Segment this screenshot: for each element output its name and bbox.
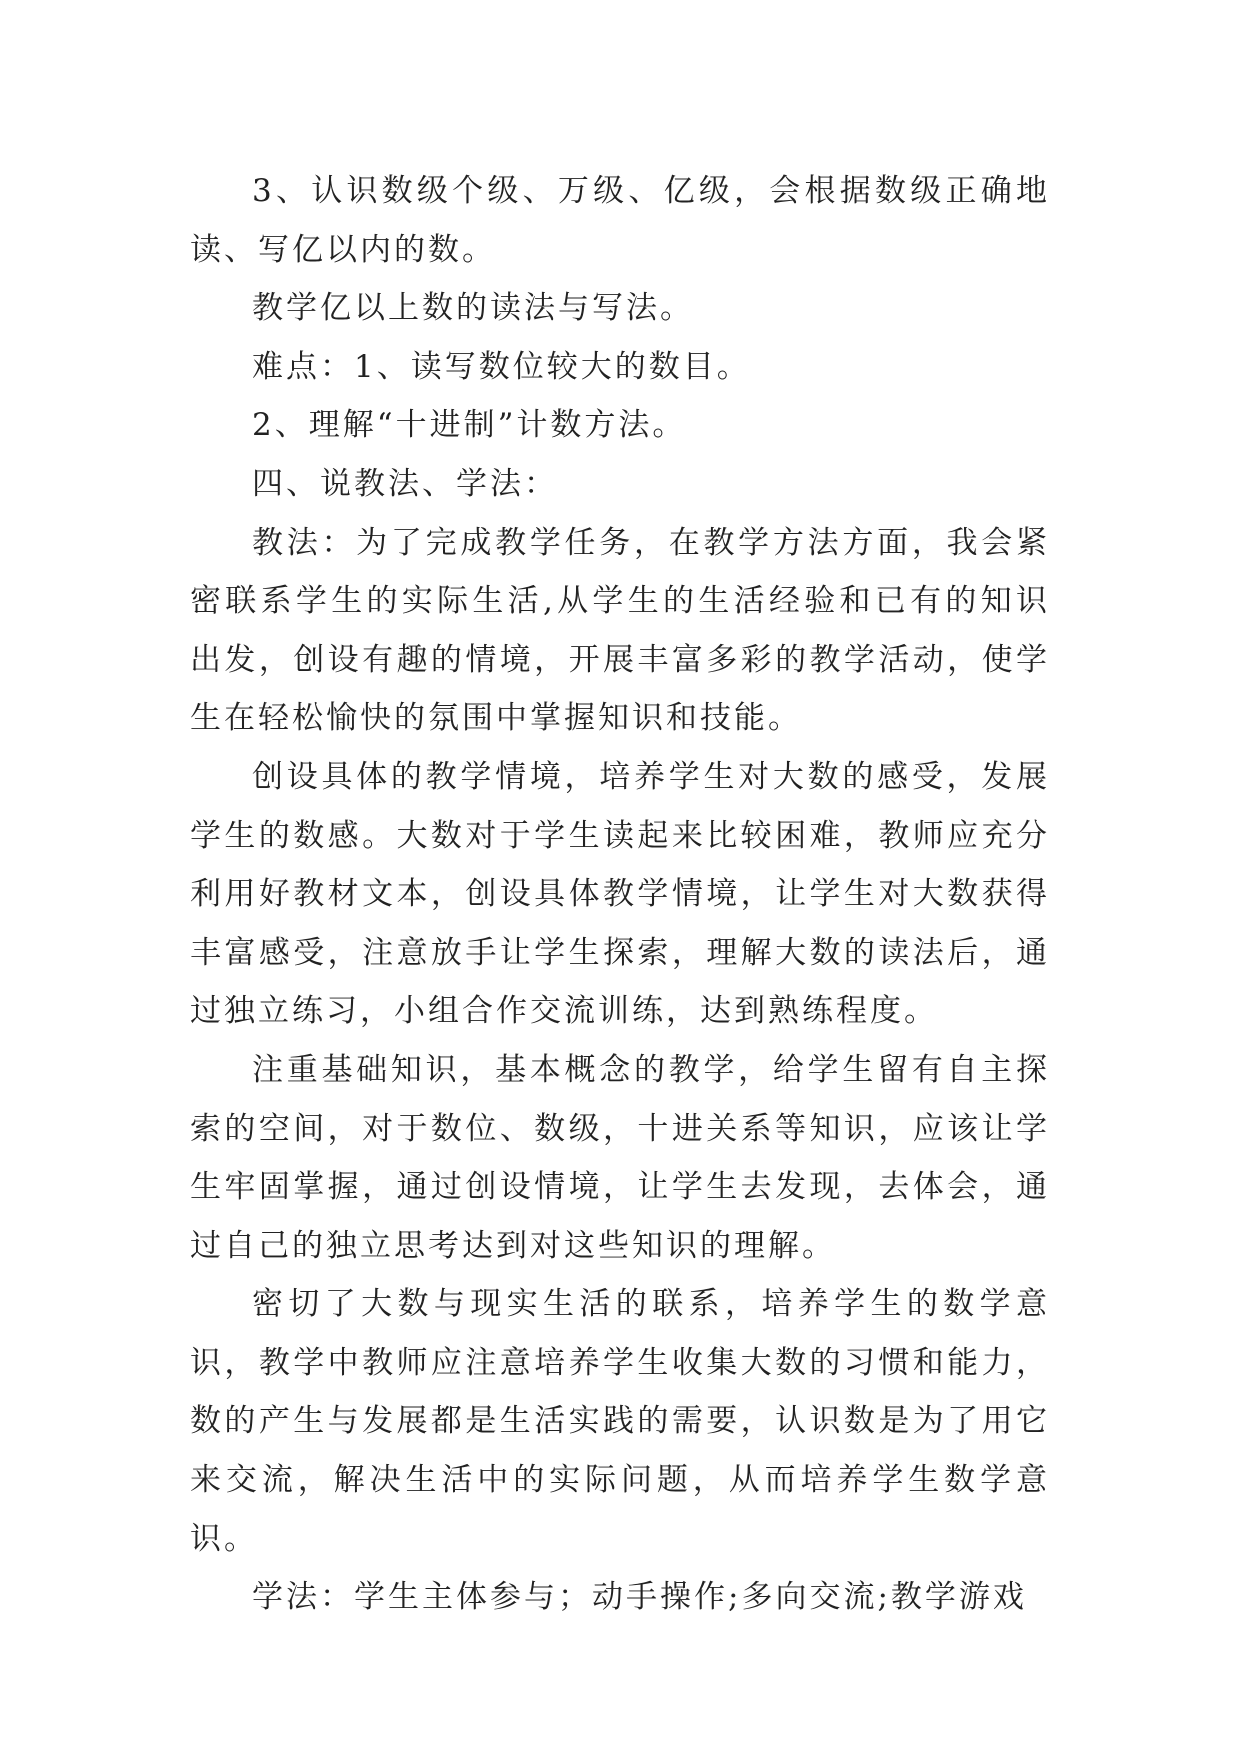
paragraph-objective-3: 3、认识数级个级、万级、亿级，会根据数级正确地读、写亿以内的数。: [190, 173, 1050, 268]
section-heading-methods: 四、说教法、学法：: [252, 465, 558, 502]
paragraph-situation: 创设具体的教学情境，培养学生对大数的感受，发展学生的数感。大数对于学生读起来比较困难，教师应充分利用好教材文本，创设具体教学情境，让学生对大数获得丰富感受，注意放手让学生探索，理解大数的读法后，通过独立练习，小组合作交流训练，达到熟练程度。: [190, 758, 1050, 1030]
paragraph-difficulty-1: 难点：1、读写数位较大的数目。: [252, 348, 751, 385]
paragraph-fundamentals: 注重基础知识，基本概念的教学，给学生留有自主探索的空间，对于数位、数级，十进关系等知识，应该让学生牢固掌握，通过创设情境，让学生去发现，去体会，通过自己的独立思考达到对这些知识的理解。: [190, 1051, 1050, 1264]
paragraph-real-life: 密切了大数与现实生活的联系，培养学生的数学意识，教学中教师应注意培养学生收集大数的习惯和能力，数的产生与发展都是生活实践的需要，认识数是为了用它来交流，解决生活中的实际问题，从而培养学生数学意识。: [190, 1286, 1050, 1557]
paragraph-key-point: 教学亿以上数的读法与写法。: [252, 290, 694, 327]
paragraph-teaching-method: 教法：为了完成教学任务，在教学方法方面，我会紧密联系学生的实际生活,从学生的生活经验和已有的知识出发，创设有趣的情境，开展丰富多彩的教学活动，使学生在轻松愉快的氛围中掌握知识和技能。: [190, 524, 1050, 737]
paragraph-learning-method: 学法：学生主体参与；动手操作;多向交流;教学游戏: [252, 1579, 1027, 1616]
paragraph-difficulty-2: 2、理解“十进制”计数方法。: [252, 407, 687, 444]
document-body: [190, 162, 1050, 1627]
